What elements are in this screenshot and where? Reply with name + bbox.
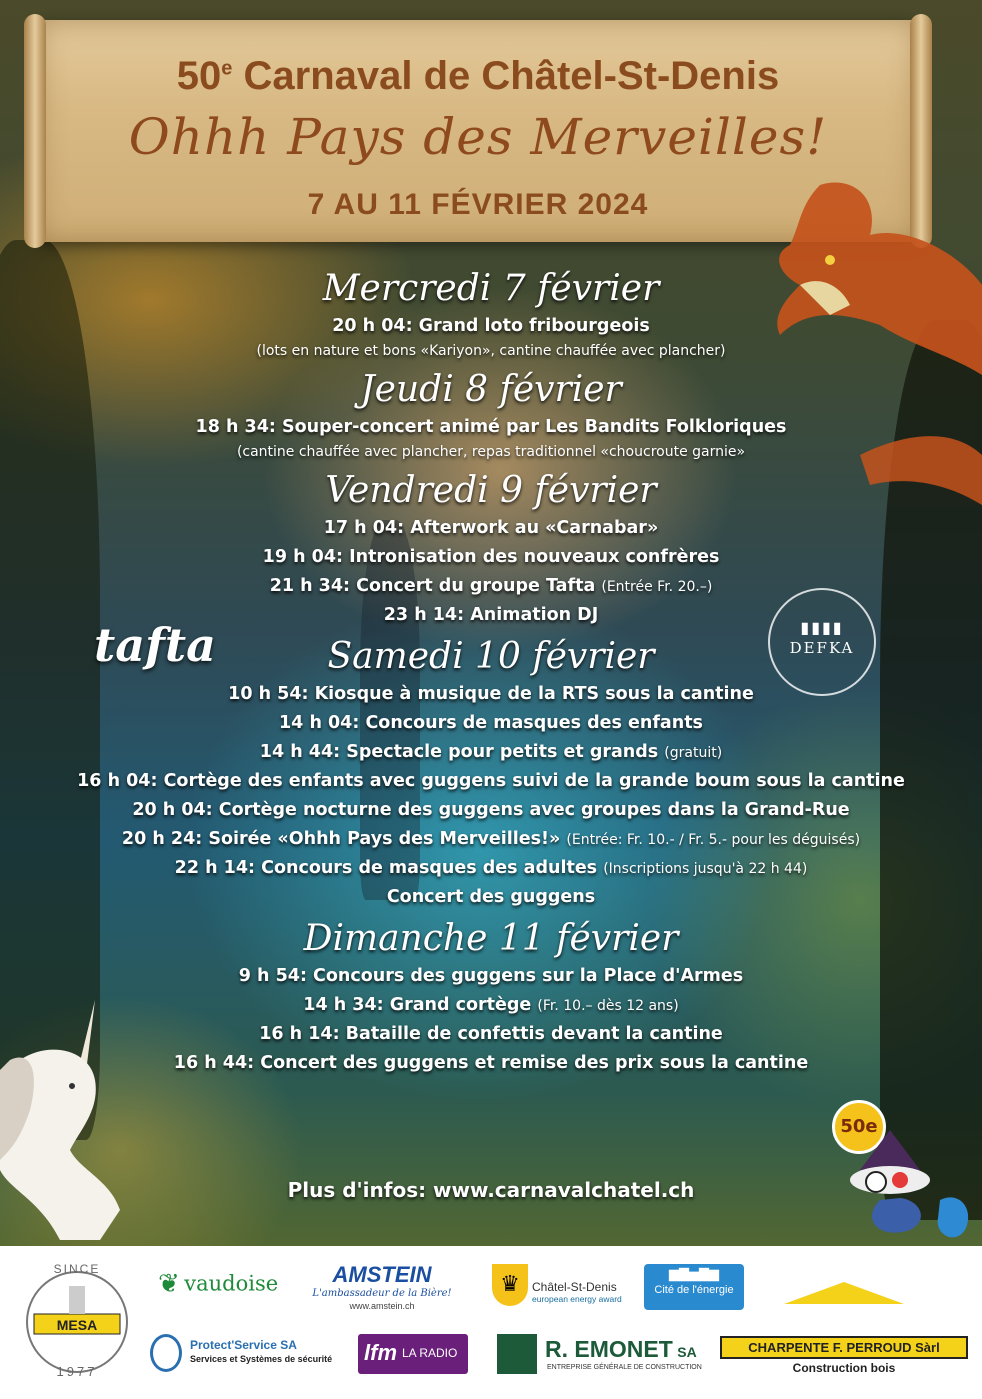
lfm-radio-logo[interactable]: lfm LA RADIO	[358, 1334, 468, 1374]
event-subnote: (cantine chauffée avec plancher, repas traditionnel «choucroute garnie»	[236, 444, 746, 460]
vaudoise-logo[interactable]: ❦ vaudoise	[158, 1268, 279, 1298]
event-line: 21 h 34: Concert du groupe Tafta (Entrée Fr. 20.–)	[269, 576, 713, 596]
tafta-logo: tafta	[94, 618, 216, 672]
soundwave-icon: ▮▮▮▮	[800, 618, 844, 637]
mesa-since: SINCE	[53, 1262, 101, 1276]
event-line: 16 h 04: Cortège des enfants avec guggens suivi de la grande boum sous la cantine	[77, 771, 905, 791]
emonet-logo[interactable]: R. EMONET SA ENTREPRISE GÉNÉRALE DE CONSTRUCTION	[497, 1334, 707, 1378]
event-subnote: (lots en nature et bons «Kariyon», cantine chauffée avec plancher)	[256, 343, 726, 359]
event-line: 20 h 04: Cortège nocturne des guggens avec groupes dans la Grand-Rue	[132, 800, 850, 820]
poster-title: 50e Carnaval de Châtel-St-Denis	[176, 54, 780, 98]
event-line: 19 h 04: Intronisation des nouveaux confrères	[262, 547, 720, 567]
event-line: 17 h 04: Afterwork au «Carnabar»	[323, 518, 659, 538]
event-line: 16 h 14: Bataille de confettis devant la cantine	[259, 1024, 723, 1044]
day-heading: Mercredi 7 février	[322, 268, 660, 309]
sponsors-bar	[0, 1246, 982, 1399]
chatel-logo[interactable]: Châtel-St-Denis european energy award	[532, 1280, 622, 1304]
protect-service-logo[interactable]: Protect'Service SA Services et Systèmes de sécurité	[150, 1334, 340, 1374]
mesa-logo[interactable]	[22, 1260, 132, 1384]
poster-dates: 7 AU 11 FÉVRIER 2024	[307, 188, 649, 221]
day-heading: Vendredi 9 février	[325, 470, 657, 511]
poster-theme: Ohhh Pays des Merveilles!	[128, 108, 828, 166]
charpente-perroud-logo[interactable]: CHARPENTE F. PERROUD Sàrl Construction bois	[720, 1282, 968, 1382]
event-line: 23 h 14: Animation DJ	[383, 605, 599, 625]
roof-icon	[784, 1282, 904, 1304]
shield-icon	[150, 1334, 182, 1372]
event-line: 14 h 44: Spectacle pour petits et grands (gratuit)	[259, 742, 723, 762]
mesa-year: 1977	[56, 1364, 98, 1379]
day-heading: Jeudi 8 février	[360, 369, 622, 410]
amstein-logo[interactable]: AMSTEIN L'ambassadeur de la Bière! www.amstein.ch	[312, 1262, 452, 1311]
day-heading: Dimanche 11 février	[303, 918, 679, 959]
event-line: 9 h 54: Concours des guggens sur la Place d'Armes	[238, 966, 744, 986]
chatel-coat-of-arms: ♛	[492, 1264, 528, 1306]
mesa-name: MESA	[56, 1317, 98, 1333]
event-line: 22 h 14: Concours de masques des adultes (Inscriptions jusqu'à 22 h 44)	[174, 858, 808, 878]
city-skyline-icon: ▆▇▅▇▆	[669, 1266, 719, 1281]
event-line: 16 h 44: Concert des guggens et remise des prix sous la cantine	[173, 1053, 809, 1073]
unicorn-illustration	[0, 1000, 140, 1240]
emonet-mark-icon	[497, 1334, 537, 1374]
more-info-link[interactable]: Plus d'infos: www.carnavalchatel.ch	[287, 1178, 695, 1202]
day-heading: Samedi 10 février	[327, 636, 655, 677]
cite-energie-logo[interactable]: ▆▇▅▇▆ Cité de l'énergie	[644, 1264, 744, 1310]
event-line: 18 h 34: Souper-concert animé par Les Bandits Folkloriques	[195, 417, 787, 437]
defka-logo: ▮▮▮▮ DEFKA	[768, 588, 876, 696]
event-line: 20 h 04: Grand loto fribourgeois	[332, 316, 650, 336]
leaf-icon: ❦	[158, 1268, 180, 1298]
event-line: Concert des guggens	[386, 887, 596, 907]
event-line: 10 h 54: Kiosque à musique de la RTS sous la cantine	[228, 684, 754, 704]
anniversary-badge: 50e	[832, 1100, 886, 1154]
event-line: 14 h 04: Concours de masques des enfants	[279, 713, 703, 733]
event-line: 14 h 34: Grand cortège (Fr. 10.– dès 12 ans)	[303, 995, 679, 1015]
event-line: 20 h 24: Soirée «Ohhh Pays des Merveilles!» (Entrée: Fr. 10.- / Fr. 5.- pour les déguisés)	[121, 829, 861, 849]
